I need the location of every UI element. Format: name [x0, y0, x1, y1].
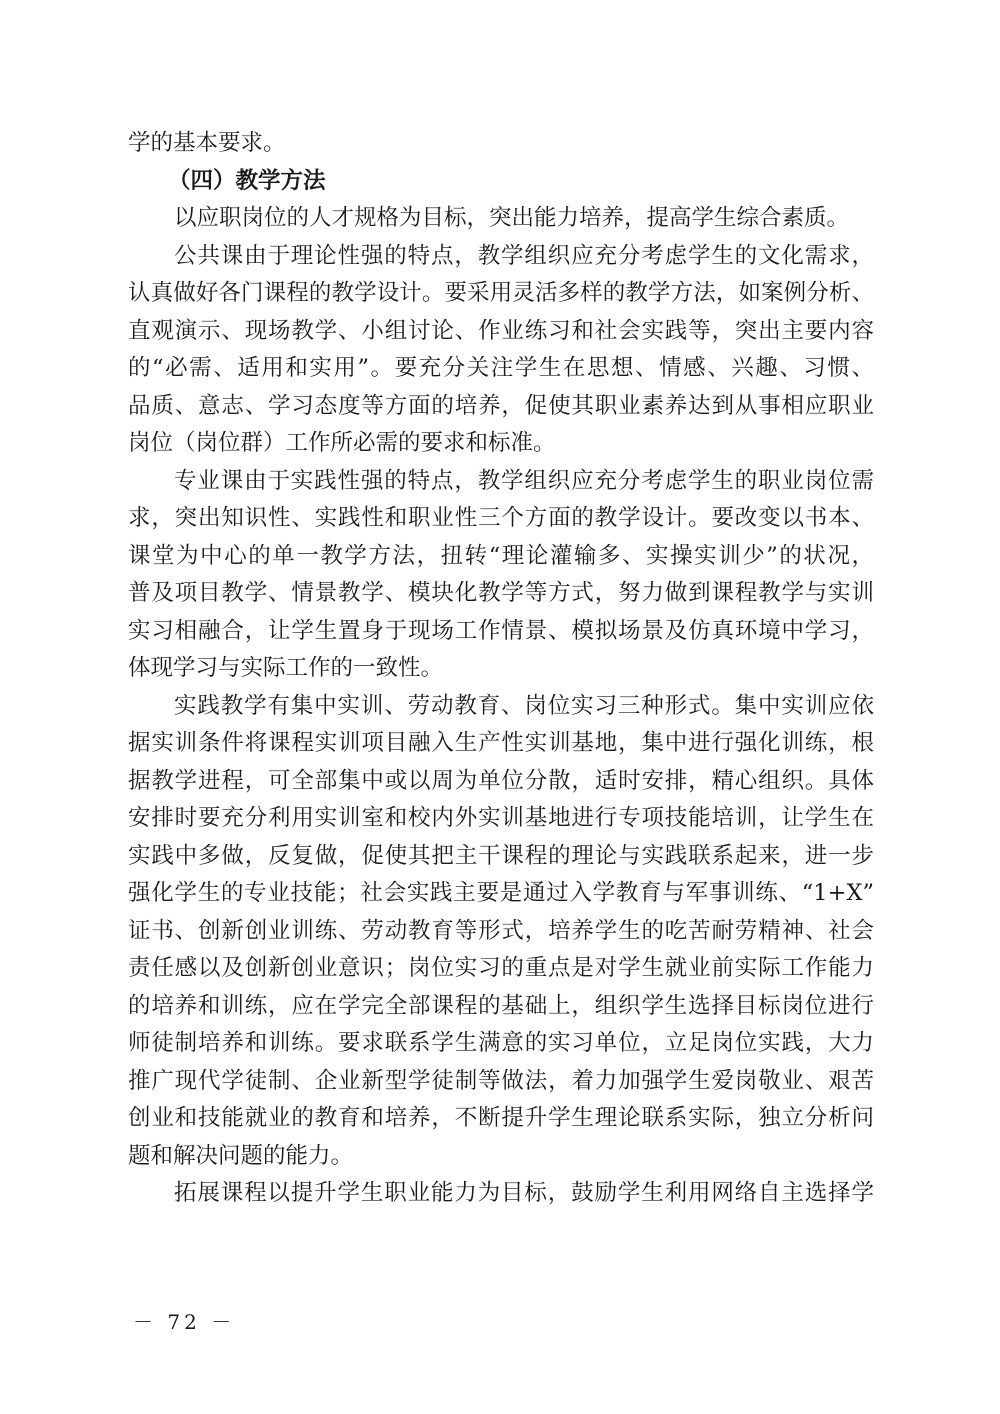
text-line: 品质、意志、学习态度等方面的培养，促使其职业素养达到从事相应职业 — [128, 392, 874, 419]
text-line: 强化学生的专业技能；社会实践主要是通过入学教育与军事训练、“1+X” — [128, 880, 874, 906]
text-line: 岗位（岗位群）工作所必需的要求和标准。 — [128, 430, 556, 456]
text-line: 体现学习与实际工作的一致性。 — [128, 655, 444, 681]
text-line: 创业和技能就业的教育和培养，不断提升学生理论联系实际，独立分析问 — [128, 1105, 874, 1131]
paragraph-first-line: 公共课由于理论性强的特点，教学组织应充分考虑学生的文化需求， — [174, 242, 874, 269]
text-line: 学的基本要求。 — [128, 130, 286, 156]
paragraph-first-line: 以应职岗位的人才规格为目标，突出能力培养，提高学生综合素质。 — [174, 205, 850, 231]
text-line: 实践中多做，反复做，促使其把主干课程的理论与实践联系起来，进一步 — [128, 842, 874, 869]
text-line: 推广现代学徒制、企业新型学徒制等做法，着力加强学生爱岗敬业、艰苦 — [128, 1067, 874, 1094]
text-line: 直观演示、现场教学、小组讨论、作业练习和社会实践等，突出主要内容 — [128, 317, 874, 344]
text-line: 普及项目教学、情景教学、模块化教学等方式，努力做到课程教学与实训 — [128, 580, 874, 606]
paragraph-first-line: 实践教学有集中实训、劳动教育、岗位实习三种形式。集中实训应依 — [174, 692, 874, 719]
text-line: 题和解决问题的能力。 — [128, 1142, 354, 1169]
text-line: 据实训条件将课程实训项目融入生产性实训基地，集中进行强化训练，根 — [128, 730, 874, 756]
text-line: 据教学进程，可全部集中或以周为单位分散，适时安排，精心组织。具体 — [128, 767, 874, 794]
paragraph-first-line: 专业课由于实践性强的特点，教学组织应充分考虑学生的职业岗位需 — [174, 467, 874, 494]
text-line: 责任感以及创新创业意识；岗位实习的重点是对学生就业前实际工作能力 — [128, 955, 874, 981]
text-line: 课堂为中心的单一教学方法，扭转“理论灌输多、实操实训少”的状况， — [128, 542, 874, 569]
text-line: 求，突出知识性、实践性和职业性三个方面的教学设计。要改变以书本、 — [128, 505, 874, 531]
text-line: 证书、创新创业训练、劳动教育等形式，培养学生的吃苦耐劳精神、社会 — [128, 917, 874, 944]
text-line: 的“必需、适用和实用”。要充分关注学生在思想、情感、兴趣、习惯、 — [128, 355, 874, 381]
text-line: 认真做好各门课程的教学设计。要采用灵活多样的教学方法，如案例分析、 — [128, 280, 874, 306]
text-line: 师徒制培养和训练。要求联系学生满意的实习单位，立足岗位实践，大力 — [128, 1030, 874, 1056]
page-number: － 72 － — [133, 1310, 236, 1334]
text-line: 实习相融合，让学生置身于现场工作情景、模拟场景及仿真环境中学习， — [128, 617, 874, 644]
text-line: 的培养和训练，应在学完全部课程的基础上，组织学生选择目标岗位进行 — [128, 992, 874, 1019]
body-text — [128, 125, 874, 1213]
paragraph-first-line: 拓展课程以提升学生职业能力为目标，鼓励学生利用网络自主选择学 — [174, 1180, 874, 1206]
text-line: 安排时要充分利用实训室和校内外实训基地进行专项技能培训，让学生在 — [128, 805, 874, 831]
section-heading: （四）教学方法 — [168, 167, 326, 194]
